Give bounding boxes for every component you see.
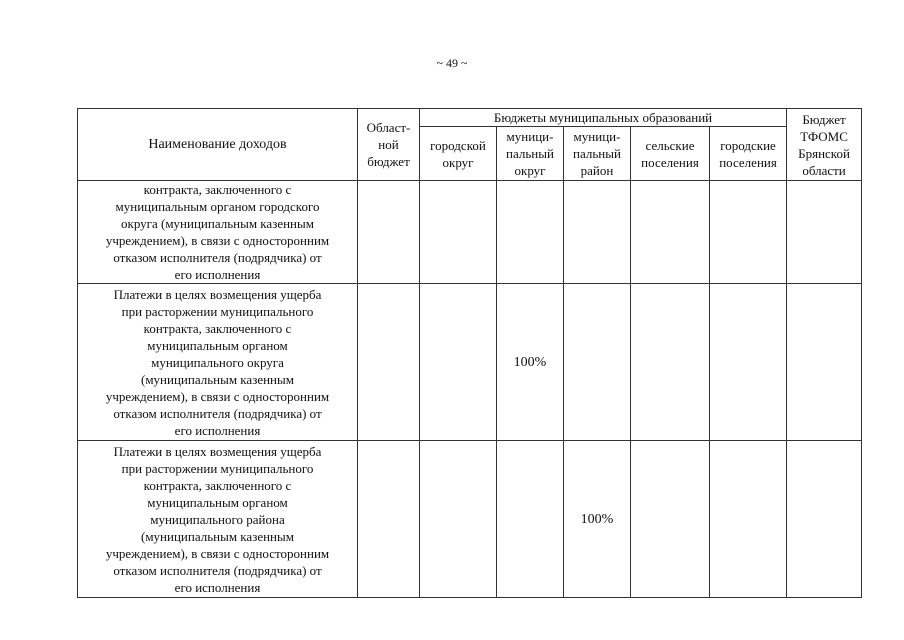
tfoms-cell (787, 181, 862, 284)
header-tfoms-budget: Бюджет ТФОМС Брянской области (787, 109, 862, 181)
header-regional-budget: Област- ной бюджет (358, 109, 420, 181)
table-row (78, 284, 862, 441)
municipal-okrug-cell (497, 181, 564, 284)
table-body (78, 181, 862, 598)
header-municipal-okrug: муници- пальный округ (497, 127, 564, 181)
city-district-cell (420, 441, 497, 598)
urban-settlements-cell (710, 284, 787, 441)
regional-cell (358, 441, 420, 598)
header-rural-settlements: сельские поселения (631, 127, 710, 181)
municipal-rayon-cell (564, 181, 631, 284)
urban-settlements-cell (710, 181, 787, 284)
rural-settlements-cell (631, 181, 710, 284)
urban-settlements-cell (710, 441, 787, 598)
municipal-rayon-cell (564, 284, 631, 441)
revenue-name-cell: Платежи в целях возмещения ущерба при расторжении муниципального контракта, заключенного с муниципальным органом муниципального округа (муниципальным казенным учреждением), в связи с односторонним отказом исполнителя (подрядчика) от его исполнения (78, 284, 358, 441)
rural-settlements-cell (631, 284, 710, 441)
header-municipal-budgets: Бюджеты муниципальных образований (420, 109, 787, 127)
page-number: ~ 49 ~ (436, 56, 468, 70)
rural-settlements-cell (631, 441, 710, 598)
revenue-name-cell: контракта, заключенного с муниципальным органом городского округа (муниципальным казенным учреждением), в связи с односторонним отказом исполнителя (подрядчика) от его исполнения (78, 181, 358, 284)
header-municipal-rayon: муници- пальный район (564, 127, 631, 181)
city-district-cell (420, 181, 497, 284)
city-district-cell (420, 284, 497, 441)
table-header (78, 109, 862, 181)
tfoms-cell (787, 284, 862, 441)
revenue-name-cell: Платежи в целях возмещения ущерба при расторжении муниципального контракта, заключенного с муниципальным органом муниципального района (муниципальным казенным учреждением), в связи с односторонним отказом исполнителя (подрядчика) от его исполнения (78, 441, 358, 598)
regional-cell (358, 181, 420, 284)
header-urban-settlements: городские поселения (710, 127, 787, 181)
table-row (78, 441, 862, 598)
municipal-okrug-cell (497, 441, 564, 598)
tfoms-cell (787, 441, 862, 598)
header-city-district: городской округ (420, 127, 497, 181)
municipal-okrug-cell: 100% (497, 284, 564, 441)
revenue-distribution-table (77, 108, 862, 598)
table-row (78, 181, 862, 284)
header-revenue-name: Наименование доходов (78, 109, 358, 181)
municipal-rayon-cell: 100% (564, 441, 631, 598)
regional-cell (358, 284, 420, 441)
